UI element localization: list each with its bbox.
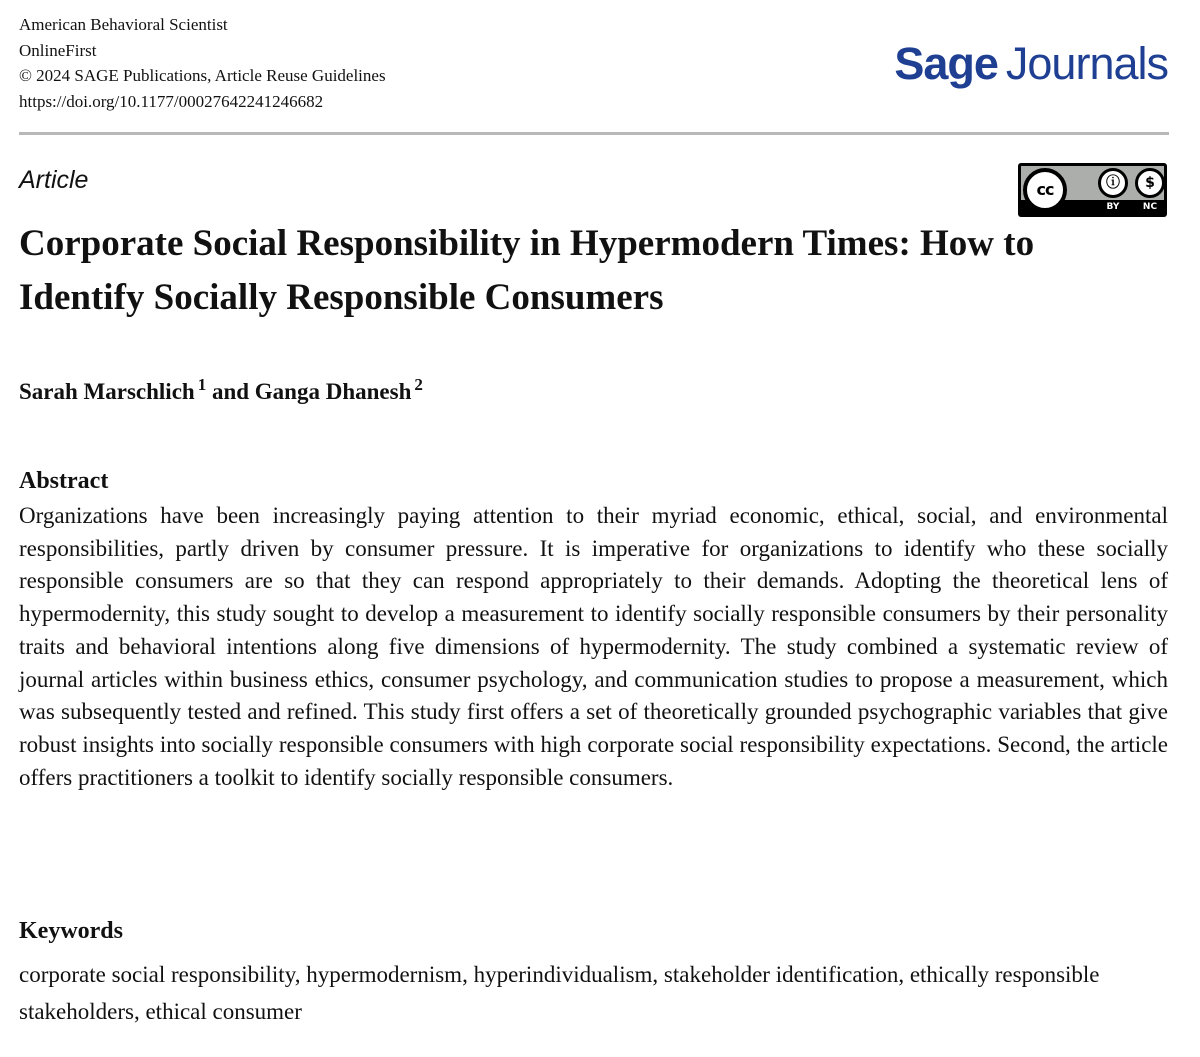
copyright-line: © 2024 SAGE Publications, Article Reuse Guidelines xyxy=(19,66,386,85)
by-label: BY xyxy=(1106,202,1120,212)
author-affiliation[interactable]: 2 xyxy=(414,375,423,394)
article-title: Corporate Social Responsibility in Hypermodern Times: How to Identify Socially Responsible Consumers xyxy=(19,223,1035,318)
logo-word-sage: Sage xyxy=(894,38,998,89)
header-divider xyxy=(19,132,1169,135)
logo-word-journals: Journals xyxy=(1005,38,1168,89)
author-name[interactable]: Sarah Marschlich xyxy=(19,379,195,404)
abstract-heading: Abstract xyxy=(19,468,109,494)
author-affiliation[interactable]: 1 xyxy=(197,375,207,394)
article-type: Article xyxy=(19,166,89,194)
journal-meta xyxy=(19,12,386,114)
nc-icon: $ xyxy=(1135,168,1165,198)
issue-label: OnlineFirst xyxy=(19,40,97,60)
by-icon: ⓘ xyxy=(1098,168,1128,198)
keywords-list: corporate social responsibility, hypermodernism, hyperindividualism, stakeholder identification, ethically responsible stakeholders, ethical consumer xyxy=(19,962,1100,1024)
keywords-heading: Keywords xyxy=(19,918,123,944)
author-name[interactable]: Ganga Dhanesh xyxy=(254,379,412,404)
author-list xyxy=(19,375,423,405)
sage-journals-logo[interactable] xyxy=(894,38,1168,90)
nc-label: NC xyxy=(1142,202,1158,212)
journal-name: American Behavioral Scientist xyxy=(19,15,228,34)
doi-link[interactable]: https://doi.org/10.1177/00027642241246682 xyxy=(19,91,324,111)
abstract-text: Organizations have been increasingly paying attention to their myriad economic, ethical, social, and environmental responsibilities, partly driven by consumer pressure. It is imperative for organizations to identify who these socially responsible consumers are so that they can respond appropriately to their demands. Adopting the theoretical lens of hypermodernity, this study sought to develop a measurement to identify socially responsible consumers by their personality traits and behavioral intentions along five dimensions of hypermodernity. The study combined a systematic review of journal articles within business ethics, consumer psychology, and communication studies to propose a measurement, which was subsequently tested and refined. This study first offers a set of theoretically grounded psychographic variables that give robust insights into socially responsible consumers with high corporate social responsibility expectations. Second, the article offers practitioners a toolkit to identify socially responsible consumers. xyxy=(19,503,1168,790)
cc-icon: cc xyxy=(1023,168,1067,212)
author-separator: and xyxy=(211,379,250,404)
cc-license-badge[interactable] xyxy=(1018,163,1167,217)
